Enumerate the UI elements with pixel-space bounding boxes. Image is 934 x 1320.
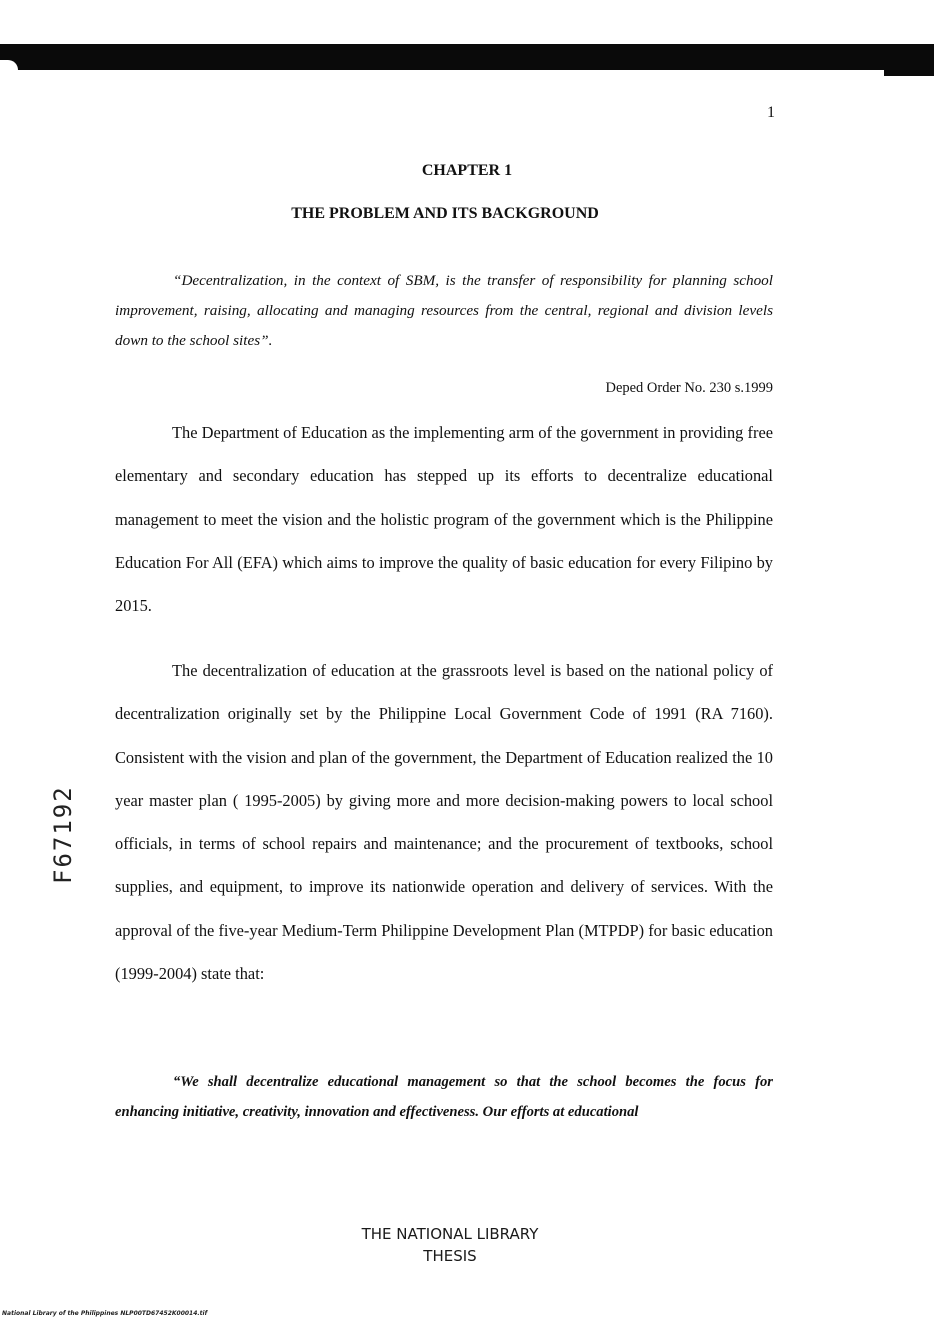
library-name: THE NATIONAL LIBRARY [361, 1225, 539, 1243]
chapter-title: THE PROBLEM AND ITS BACKGROUND [291, 205, 599, 222]
closing-quote: “We shall decentralize educational management so that the school becomes the focus for enhancing initiative, creativity, innovation and effectiveness. Our efforts at educational [115, 1074, 773, 1120]
accession-number: F67192 [49, 785, 77, 884]
scan-border-bar [0, 44, 934, 70]
page-number: 1 [767, 104, 775, 121]
chapter-heading: CHAPTER 1 [421, 162, 513, 179]
quote-citation: Deped Order No. 230 s.1999 [605, 380, 773, 396]
opening-quote: “Decentralization, in the context of SBM, is the transfer of responsibility for planning school improvement, raising, allocating and managing resources from the central, regional and division levels down to the school sites”. [115, 272, 773, 349]
library-watermark [340, 1223, 560, 1267]
body-paragraph: The decentralization of education at the grassroots level is based on the national policy of decentralization originally set by the Philippine Local Government Code of 1991 (RA 7160). Consistent with the vision and plan of the government, the Department of Education realized the 10 year master plan ( 1995-2005) by giving more and more decision-making powers to local school officials, in terms of school repairs and maintenance; and the procurement of textbooks, school supplies, and equipment, to improve its nationwide operation and delivery of services. With the approval of the five-year Medium-Term Philippine Development Plan (MTPDP) for basic education (1999-2004) state that: [115, 661, 773, 984]
body-paragraph: The Department of Education as the implementing arm of the government in providing free elementary and secondary education has stepped up its efforts to decentralize educational management to meet the vision and the holistic program of the government which is the Philippine Education For All (EFA) which aims to improve the quality of basic education for every Filipino by 2015. [115, 423, 773, 616]
scan-border-corner [884, 44, 934, 76]
library-thesis-label: THESIS [423, 1247, 477, 1265]
scan-footer: National Library of the Philippines NLP00TD67452K00014.tif [2, 1310, 208, 1317]
accession-stamp [40, 715, 80, 890]
